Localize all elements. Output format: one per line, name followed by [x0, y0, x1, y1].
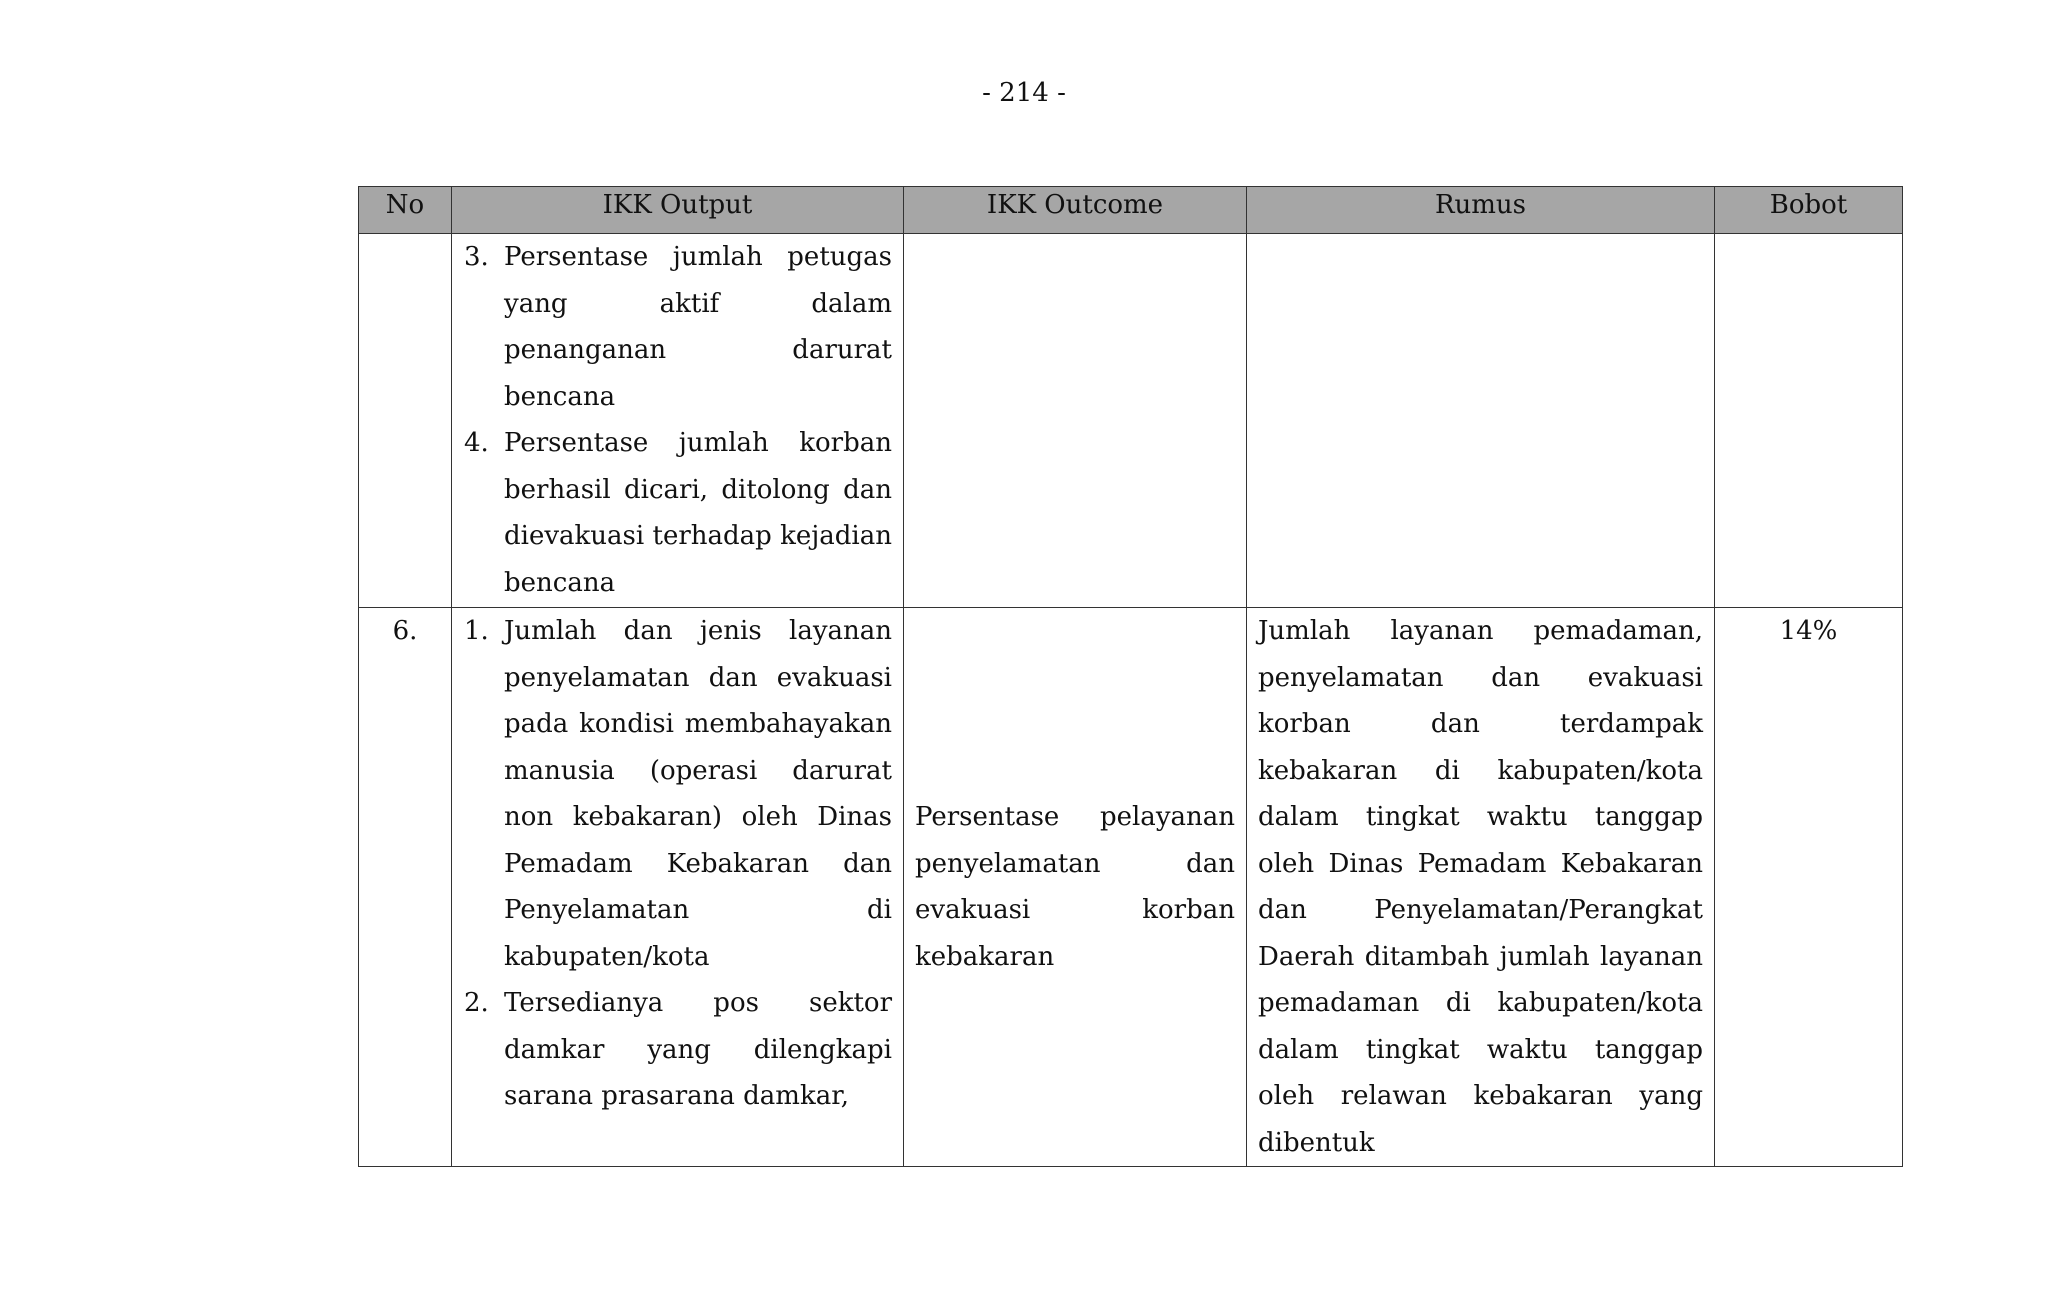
header-ikk-outcome: IKK Outcome	[904, 187, 1247, 234]
output-list	[452, 608, 903, 1120]
list-item	[464, 420, 892, 606]
cell-ikk-outcome	[904, 234, 1247, 608]
list-item	[464, 980, 892, 1120]
output-list	[452, 234, 903, 606]
list-item-number: 4.	[464, 428, 489, 458]
table-row	[359, 608, 1903, 1167]
table-row	[359, 234, 1903, 608]
header-ikk-output: IKK Output	[452, 187, 904, 234]
cell-ikk-outcome: Persentase pelayanan penyelamatan dan evakuasi korban kebakaran	[904, 608, 1247, 1167]
cell-ikk-output	[452, 234, 904, 608]
list-item	[464, 608, 892, 980]
header-bobot: Bobot	[1715, 187, 1903, 234]
header-rumus: Rumus	[1247, 187, 1715, 234]
cell-no	[359, 234, 452, 608]
list-item	[464, 234, 892, 420]
list-item-number: 1.	[464, 616, 489, 646]
cell-rumus	[1247, 234, 1715, 608]
cell-no: 6.	[359, 608, 452, 1167]
list-item-text: Jumlah dan jenis layanan penyelamatan dan evakuasi pada kondisi membahayakan manusia (operasi darurat non kebakaran) oleh Dinas Pemadam Kebakaran dan Penyelamatan di kabupaten/kota	[504, 616, 892, 972]
cell-rumus: Jumlah layanan pemadaman, penyelamatan dan evakuasi korban dan terdampak kebakaran di kabupaten/kota dalam tingkat waktu tanggap oleh Dinas Pemadam Kebakaran dan Penyelamatan/Perangkat Daerah ditambah jumlah layanan pemadaman di kabupaten/kota dalam tingkat waktu tanggap oleh relawan kebakaran yang dibentuk	[1247, 608, 1715, 1167]
cell-ikk-output	[452, 608, 904, 1167]
list-item-text: Persentase jumlah petugas yang aktif dalam penanganan darurat bencana	[504, 242, 892, 412]
page-number: - 214 -	[982, 78, 1066, 108]
table-header-row	[359, 187, 1903, 234]
cell-bobot	[1715, 234, 1903, 608]
cell-bobot: 14%	[1715, 608, 1903, 1167]
list-item-text: Persentase jumlah korban berhasil dicari, ditolong dan dievakuasi terhadap kejadian bencana	[504, 428, 892, 598]
header-no: No	[359, 187, 452, 234]
list-item-number: 2.	[464, 988, 489, 1018]
ikk-table	[358, 186, 1903, 1167]
list-item-number: 3.	[464, 242, 489, 272]
list-item-text: Tersedianya pos sektor damkar yang dilengkapi sarana prasarana damkar,	[504, 988, 892, 1111]
